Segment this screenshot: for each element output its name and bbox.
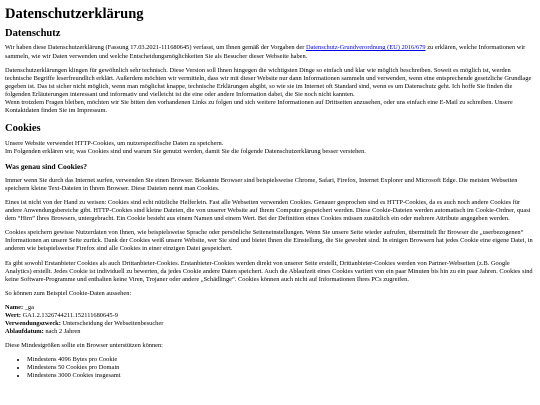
explanation-text: Datenschutzerklärungen klingen für gewöhnlich sehr technisch. Diese Version soll Ihnen hingegen die wichtigsten Dinge so einfach und klar wie möglich beschreiben. Soweit es möglich ist, werden technische Begriffe leserfreundlich erklärt. Außerdem möchten wir vermitteln, dass wir mit dieser Website nur dann Informationen sammeln und verwenden, wenn eine entsprechende gesetzliche Grundlage gegeben ist. Das ist sicher nicht möglich, wenn man möglichst knappe, technische Erklärungen abgibt, so wie sie im Internet oft Standard sind, wenn es um Datenschutz geht. Ich hoffe Sie finden die folgenden Erläuterungen interessant und informativ und vielleicht ist die eine oder andere Information dabei, die Sie noch nicht kannten. [5, 66, 532, 98]
cookie-expiry-value: nach 2 Jahren [43, 327, 81, 335]
cookie-value-label: Wert: [5, 311, 21, 319]
list-item: • Mindestens 50 Cookies pro Domain [27, 364, 535, 372]
cookies-paragraph-5: So können zum Beispiel Cookie-Daten aussehen: [5, 289, 132, 297]
cookies-paragraph-6: Diese Mindestgrößen sollte ein Browser unterstützen können: [5, 342, 163, 349]
section-heading-cookies: Cookies [5, 122, 41, 134]
cookie-size-list [5, 356, 535, 380]
cookie-purpose-label: Verwendungszweck: [5, 319, 61, 327]
cookies-paragraph-4: Es gibt sowohl Erstanbieter Cookies als auch Drittanbieter-Cookies. Erstanbieter-Cookies werden direkt von unserer Seite erstellt, Drittanbieter-Cookies werden von Partner-Webseiten (z.B. Google Analytics) erstellt. Jedes Cookie ist individuell zu bewerten, da jedes Cookie andere Daten speichert. Auch die Ablaufzeit eines Cookies variiert von ein paar Minuten bis hin zu ein paar Jahren. Cookies sind keine Software-Programme und enthalten keine Viren, Trojaner oder andere „Schädlinge“. Cookies können auch nicht auf Informationen Ihres PCs zugreifen. [5, 259, 533, 283]
intro-text-after-link: zu erklären, welche Informationen wir sammeln, wie wir Daten verwenden und welche Entscheidungsmöglichkeiten Sie als Besucher dieser Webseite haben. [5, 44, 526, 60]
subheading-what-are-cookies: Was genau sind Cookies? [5, 161, 88, 171]
cookies-intro-paragraph [5, 140, 535, 156]
cookie-name-value: _ga [23, 303, 34, 311]
cookie-expiry-label: Ablaufdatum: [5, 327, 44, 335]
list-item: • Mindestens 3000 Cookies insgesamt [27, 372, 535, 380]
cookie-example-name [5, 304, 535, 312]
page-title: Datenschutzerklärung [5, 6, 144, 22]
intro-text-before-link: Wir haben diese Datenschutzerklärung (Fassung 17.03.2021-111680645) verfasst, um Ihnen gemäß der Vorgaben der [5, 44, 306, 52]
cookies-paragraph-1: Immer wenn Sie durch das Internet surfen, verwenden Sie einen Browser. Bekannte Browser sind beispielsweise Chrome, Safari, Firefox, Internet Explorer und Microsoft Edge. Die meisten Webseiten speichern kleine Text-Dateien in Ihrem Browser. Diese Dateien nennt man Cookies. [5, 177, 518, 193]
cookies-paragraph-3: Cookies speichern gewisse Nutzerdaten von Ihnen, wie beispielsweise Sprache oder persönliche Seiteneinstellungen. Wenn Sie unsere Seite wieder aufrufen, übermittelt Ihr Browser die „userbezogenen“ Informationen an unsere Seite zurück. Dank der Cookies weiß unsere Website, wer Sie sind und bietet Ihnen die Einstellung, die Sie gewohnt sind. In einigen Browsern hat jedes Cookie eine eigene Datei, in anderen wie beispielsweise Firefox sind alle Cookies in einer einzigen Datei gespeichert. [5, 229, 533, 253]
cookie-purpose-value: Unterscheidung der Webseitenbesucher [60, 319, 164, 327]
cookie-example-expiry [5, 328, 535, 336]
explanation-paragraph [5, 67, 535, 115]
cookie-example-value [5, 312, 535, 320]
cookies-intro-line-1: Unsere Website verwendet HTTP-Cookies, um nutzerspezifische Daten zu speichern. [5, 139, 224, 147]
intro-paragraph [5, 44, 535, 60]
cookie-example-purpose [5, 320, 535, 328]
section-heading-datenschutz: Datenschutz [5, 27, 61, 39]
explanation-text-2: Wenn trotzdem Fragen bleiben, möchten wir Sie bitten den vorhandenen Links zu folgen und sich weitere Informationen auf Drittseiten anzusehen, oder uns einfach eine E-Mail zu schreiben. Unsere Kontaktdaten finden Sie im Impressum. [5, 98, 513, 114]
cookies-intro-line-2: Im Folgenden erklären wir, was Cookies sind und warum Sie genutzt werden, damit Sie die folgende Datenschutzerklärung besser verstehen. [5, 147, 366, 155]
list-item: • Mindestens 4096 Bytes pro Cookie [27, 356, 535, 364]
cookie-example [5, 304, 535, 336]
cookies-paragraph-2: Eines ist nicht von der Hand zu weisen: Cookies sind echt nützliche Helferlein. Fast alle Webseiten verwenden Cookies. Genauer gesprochen sind es HTTP-Cookies, da es auch noch andere Cookies für andere Anwendungsbereiche gibt. HTTP-Cookies sind kleine Dateien, die von unserer Website auf Ihrem Computer gespeichert werden. Diese Cookie-Dateien werden automatisch im Cookie-Ordner, quasi dem “Hirn” Ihres Browsers, untergebracht. Ein Cookie besteht aus einem Namen und einem Wert. Bei der Definition eines Cookies müssen zusätzlich ein oder mehrere Attribute angegeben werden. [5, 199, 531, 223]
gdpr-link[interactable]: Datenschutz-Grundverordnung (EU) 2016/679 [305, 44, 426, 52]
cookie-value-value: GA1.2.1326744211.152111680645-9 [20, 311, 118, 319]
cookie-name-label: Name: [5, 303, 24, 311]
